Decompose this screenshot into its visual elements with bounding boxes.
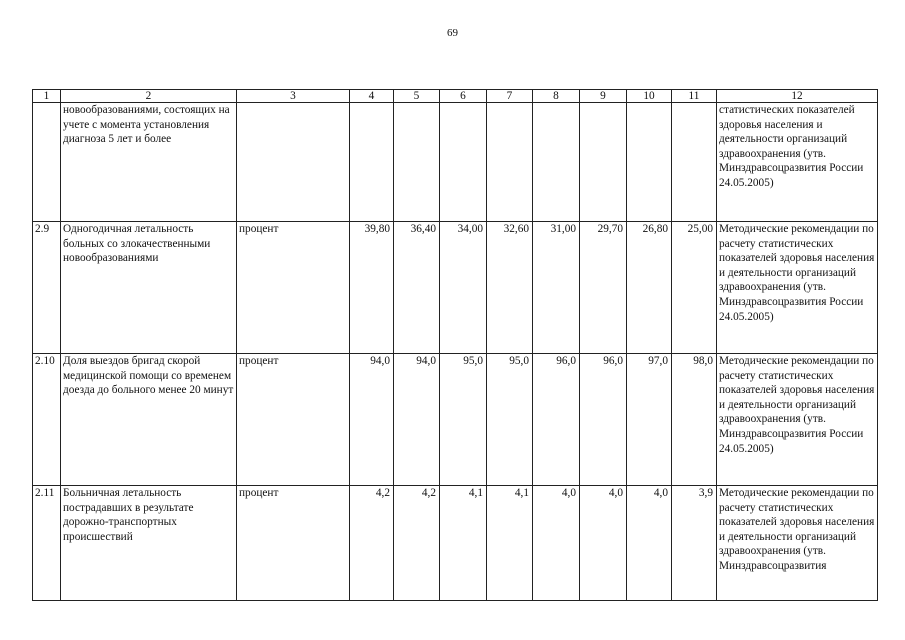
table-row	[33, 486, 878, 601]
table-row	[33, 222, 878, 354]
column-header: 9	[580, 90, 627, 103]
value-cell: 31,00	[533, 222, 580, 354]
indicator-name: Больничная летальность пострадавших в результате дорожно-транспортных происшествий	[61, 486, 237, 601]
table-row-continuation	[33, 103, 878, 222]
row-code	[33, 103, 61, 222]
column-header: 5	[394, 90, 440, 103]
unit-cell: процент	[237, 486, 350, 601]
value-cell: 36,40	[394, 222, 440, 354]
value-cell: 4,0	[533, 486, 580, 601]
column-header: 8	[533, 90, 580, 103]
page-number: 69	[447, 27, 458, 39]
value-cell: 94,0	[394, 354, 440, 486]
column-header: 7	[487, 90, 533, 103]
source-cell: Методические рекомендации по расчету статистических показателей здоровья населения и деятельности организаций здравоохранения (утв. Минздравсоцразвития	[717, 486, 878, 601]
source-cell: Методические рекомендации по расчету статистических показателей здоровья населения и деятельности организаций здравоохранения (утв. Минздравсоцразвития России 24.05.2005)	[717, 354, 878, 486]
unit-cell: процент	[237, 354, 350, 486]
value-cell	[487, 103, 533, 222]
value-cell	[672, 103, 717, 222]
value-cell: 96,0	[580, 354, 627, 486]
value-cell	[580, 103, 627, 222]
column-header: 10	[627, 90, 672, 103]
column-header: 12	[717, 90, 878, 103]
column-header: 2	[61, 90, 237, 103]
value-cell: 97,0	[627, 354, 672, 486]
indicator-name: новообразованиями, состоящих на учете с момента установления диагноза 5 лет и более	[61, 103, 237, 222]
value-cell: 4,0	[627, 486, 672, 601]
value-cell: 4,1	[440, 486, 487, 601]
value-cell: 26,80	[627, 222, 672, 354]
indicator-name: Доля выездов бригад скорой медицинской помощи со временем доезда до больного менее 20 минут	[61, 354, 237, 486]
value-cell	[440, 103, 487, 222]
table-row	[33, 354, 878, 486]
source-cell: Методические рекомендации по расчету статистических показателей здоровья населения и деятельности организаций здравоохранения (утв. Минздравсоцразвития России 24.05.2005)	[717, 222, 878, 354]
source-cell: статистических показателей здоровья населения и деятельности организаций здравоохранения (утв. Минздравсоцразвития России 24.05.2005)	[717, 103, 878, 222]
header-row	[33, 90, 878, 103]
column-header: 6	[440, 90, 487, 103]
value-cell: 29,70	[580, 222, 627, 354]
value-cell: 25,00	[672, 222, 717, 354]
value-cell: 95,0	[487, 354, 533, 486]
column-header: 4	[350, 90, 394, 103]
value-cell: 96,0	[533, 354, 580, 486]
value-cell	[394, 103, 440, 222]
value-cell: 4,2	[350, 486, 394, 601]
column-header: 1	[33, 90, 61, 103]
indicator-name: Одногодичная летальность больных со злокачественными новообразованиями	[61, 222, 237, 354]
value-cell: 32,60	[487, 222, 533, 354]
value-cell: 95,0	[440, 354, 487, 486]
column-header: 3	[237, 90, 350, 103]
row-code: 2.11	[33, 486, 61, 601]
value-cell: 4,1	[487, 486, 533, 601]
value-cell: 4,0	[580, 486, 627, 601]
row-code: 2.10	[33, 354, 61, 486]
value-cell: 98,0	[672, 354, 717, 486]
row-code: 2.9	[33, 222, 61, 354]
value-cell	[627, 103, 672, 222]
value-cell: 39,80	[350, 222, 394, 354]
value-cell: 34,00	[440, 222, 487, 354]
value-cell: 94,0	[350, 354, 394, 486]
value-cell	[350, 103, 394, 222]
unit-cell: процент	[237, 222, 350, 354]
value-cell: 4,2	[394, 486, 440, 601]
value-cell	[533, 103, 580, 222]
value-cell: 3,9	[672, 486, 717, 601]
indicators-table	[32, 89, 878, 601]
unit-cell	[237, 103, 350, 222]
column-header: 11	[672, 90, 717, 103]
